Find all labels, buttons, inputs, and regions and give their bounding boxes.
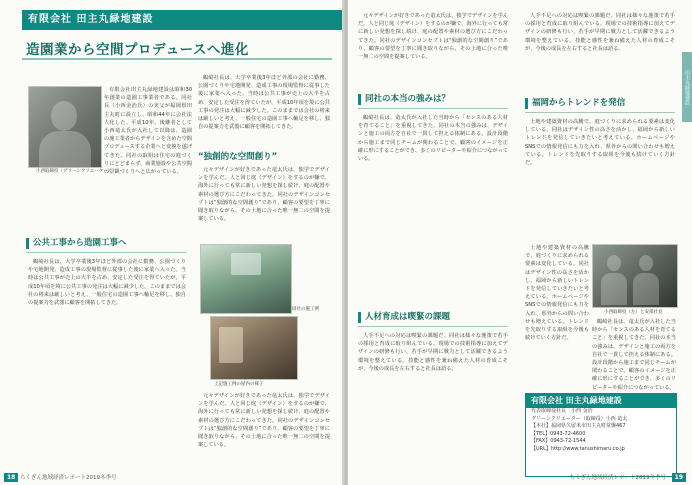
company-header-bar: 有限会社 田主丸緑地建設 <box>22 10 344 30</box>
title-divider <box>22 58 332 60</box>
portrait-caption: 小西取締役（グリーンクリエーター） <box>36 169 113 174</box>
section-public-works-text: 鶴崎社長は、大学卒業後3年ほど外部の会社に勤務、公園づくりや宅地開発、造成工事の現場監督に従事した後に家業へ入った。当時は公共工事が売上の大半を占め、安定した受注を得ていたが、平成10年頃を境に公共工事の発注は大幅に減少した。このままでは会社の将来は厳しいと考え、一般住宅の造園工事へ軸足を移し、独自の提案力を武器に顧客を開拓してきた。 <box>28 259 186 307</box>
left-footer-publication: ちくぎん地域経済レポート2019冬季号 <box>20 475 117 481</box>
portrait-photo <box>28 86 102 168</box>
section-creative-space-heading: “独創的な空間創り” <box>198 152 278 162</box>
company-info-box <box>525 393 677 477</box>
company-info-row: 【TEL】0943-72-4600 <box>531 430 586 437</box>
company-info-row: グリーンクリエーター（取締役）小西 竜太 <box>531 415 628 422</box>
section-hr-heading: 人材育成は喫緊の課題 <box>358 312 450 323</box>
right-footer-publication: ちくぎん地域経済レポート2019冬季号 <box>569 475 666 481</box>
executives-photo <box>592 244 678 308</box>
article-title: 造園業から空間プロデュースへ進化 <box>26 42 249 58</box>
right-page <box>348 0 692 485</box>
executives-caption: 小西取締役（左）と安部社長 <box>604 310 663 315</box>
company-info-row: 【FAX】0943-72-1544 <box>531 438 586 444</box>
interior-caption: 上記施工例の屋内の様子 <box>214 382 264 387</box>
intro-text: 有限会社田主丸緑地建設は昭和30年創業の造園工事業者である。同社長（小西金治氏）の実父が福岡県田主丸町に設立し、昭和44年に会社法人化した。平成10年、後継者として小西竜太氏が入社して以降は、造園の施工業者からデザインを含めた空間プロデュースする企業へと変貌を遂げてきた。同社の取組は住宅の庭づくりにとどまらず、商業施設や公共空間の景観づくりへと広がっている。 <box>104 87 192 176</box>
right-lower-text-2: 鶴崎社長は、竜太氏が入社した当時から「センスのある人材を育てること」を重視してきた。同社の本当の強みは、デザインと施工の両方を自社で一貫して担える体制にある。設計段階から施工まで同じチームが関わることで、顧客のイメージを正確に形にすることができ、多くのリピーターや紹介につながっている。 <box>592 319 676 391</box>
company-info-row: 代表取締役社長 小西 金治 <box>531 408 593 414</box>
section-strength-text: 鶴崎社長は、竜太氏が入社した当時から「センスのある人材を育てること」を重視してきた。同社の本当の強みは、デザインと施工の両方を自社で一貫して担える体制にある。設計段階から施工まで同じチームが関わることで、顧客のイメージを正確に形にすることができ、多くのリピーターや紹介につながっている。 <box>358 115 508 163</box>
column-continued-text: 鶴崎社長は、大学卒業後3年ほど外部の会社に勤務、公園づくりや宅地開発、造成工事の現場監督に従事した後に家業へ入った。当時は公共工事が売上の大半を占め、安定した受注を得ていたが、平成10年頃を境に公共工事の発注は大幅に減少した。このままでは会社の将来は厳しいと考え、一般住宅の造園工事へ軸足を移し、独自の提案力を武器に顧客を開拓してきた。 <box>198 75 330 131</box>
section-trend-text: 土地や建築資材の高騰で、庭づくりに求められる要素は変化している。同社はデザイン性の高さを活かし、福岡から新しいトレンドを発信していきたいと考えている。ホームページやSNSでの情報発信にも力を入れ、県外からの問い合わせも増えている。トレンドを先取りする取組を今後も続けていく方針だ。 <box>525 119 675 167</box>
construction-example-photo <box>200 244 292 314</box>
company-info-row: 【本社】福岡県久留米市田主丸町常盤467 <box>531 423 626 429</box>
interior-photo <box>210 316 298 380</box>
section-strength-heading: 同社の本当の強みは？ <box>358 94 450 105</box>
section-trend-heading: 福岡からトレンドを発信 <box>525 98 625 109</box>
section-hr-text: 人手不足への対応は喫緊の課題だ。同社は様々な施策で若手の採用と育成に取り組んでいる。現場での技術指導に加えてデザインの研修も行い、若手が早期に戦力として活躍できるよう環境を整えている。技能と感性を兼ね備えた人材の育成こそが、今後の成長を左右すると社長は語る。 <box>358 333 508 372</box>
left-page <box>0 0 344 485</box>
right-column-top-text: 人手不足への対応は喫緊の課題だ。同社は様々な施策で若手の採用と育成に取り組んでいる。現場での技術指導に加えてデザインの研修も行い、若手が早期に戦力として活躍できるよう環境を整えている。技能と感性を兼ね備えた人材の育成こそが、今後の成長を左右すると社長は語る。 <box>525 13 675 52</box>
right-page-number: 19 <box>672 473 686 482</box>
left-bottom-text: 元々デザインが好きであった竜太氏は、独学でデザインを学んだ。人と同じ庭（デザイン）をするのが嫌で、海外に行っても常に新しい発想を探し続け、庭の配置や素材の選び方にこだわってきた。同社のデザインコンセプトは“独創的な空間創り”であり、顧客の要望を丁寧に聞き取りながら、その土地に合った唯一無二の空間を提案している。 <box>198 393 330 449</box>
right-lower-text: 土地や建築資材の高騰で、庭づくりに求められる要素は変化している。同社はデザイン性の高さを活かし、福岡から新しいトレンドを発信していきたいと考えている。ホームページやSNSでの情報発信にも力を入れ、県外からの問い合わせも増えている。トレンドを先取りする取組を今後も続けていく方針だ。 <box>525 245 589 342</box>
section-creative-space-text: 元々デザインが好きであった竜太氏は、独学でデザインを学んだ。人と同じ庭（デザイン）をするのが嫌で、海外に行っても常に新しい発想を探し続け、庭の配置や素材の選び方にこだわってきた。同社のデザインコンセプトは“独創的な空間創り”であり、顧客の要望を丁寧に聞き取りながら、その土地に合った唯一無二の空間を提案している。 <box>198 167 330 223</box>
section-public-works-heading: 公共工事から造園工事へ <box>26 238 127 249</box>
right-column-lead-text: 元々デザインが好きであった竜太氏は、独学でデザインを学んだ。人と同じ庭（デザイン）をするのが嫌で、海外に行っても常に新しい発想を探し続け、庭の配置や素材の選び方にこだわってきた。同社のデザインコンセプトは“独創的な空間創り”であり、顧客の要望を丁寧に聞き取りながら、その土地に合った唯一無二の空間を提案している。 <box>358 13 508 61</box>
left-page-number: 18 <box>4 473 18 482</box>
construction-example-caption: 同社の施工例 <box>292 307 319 312</box>
company-name: 有限会社 田主丸緑地建設 <box>526 394 676 408</box>
company-info-row: 【URL】http://www.tanushimaru.co.jp <box>531 445 625 452</box>
side-index-tab: 田主丸緑地建設 <box>682 52 692 122</box>
